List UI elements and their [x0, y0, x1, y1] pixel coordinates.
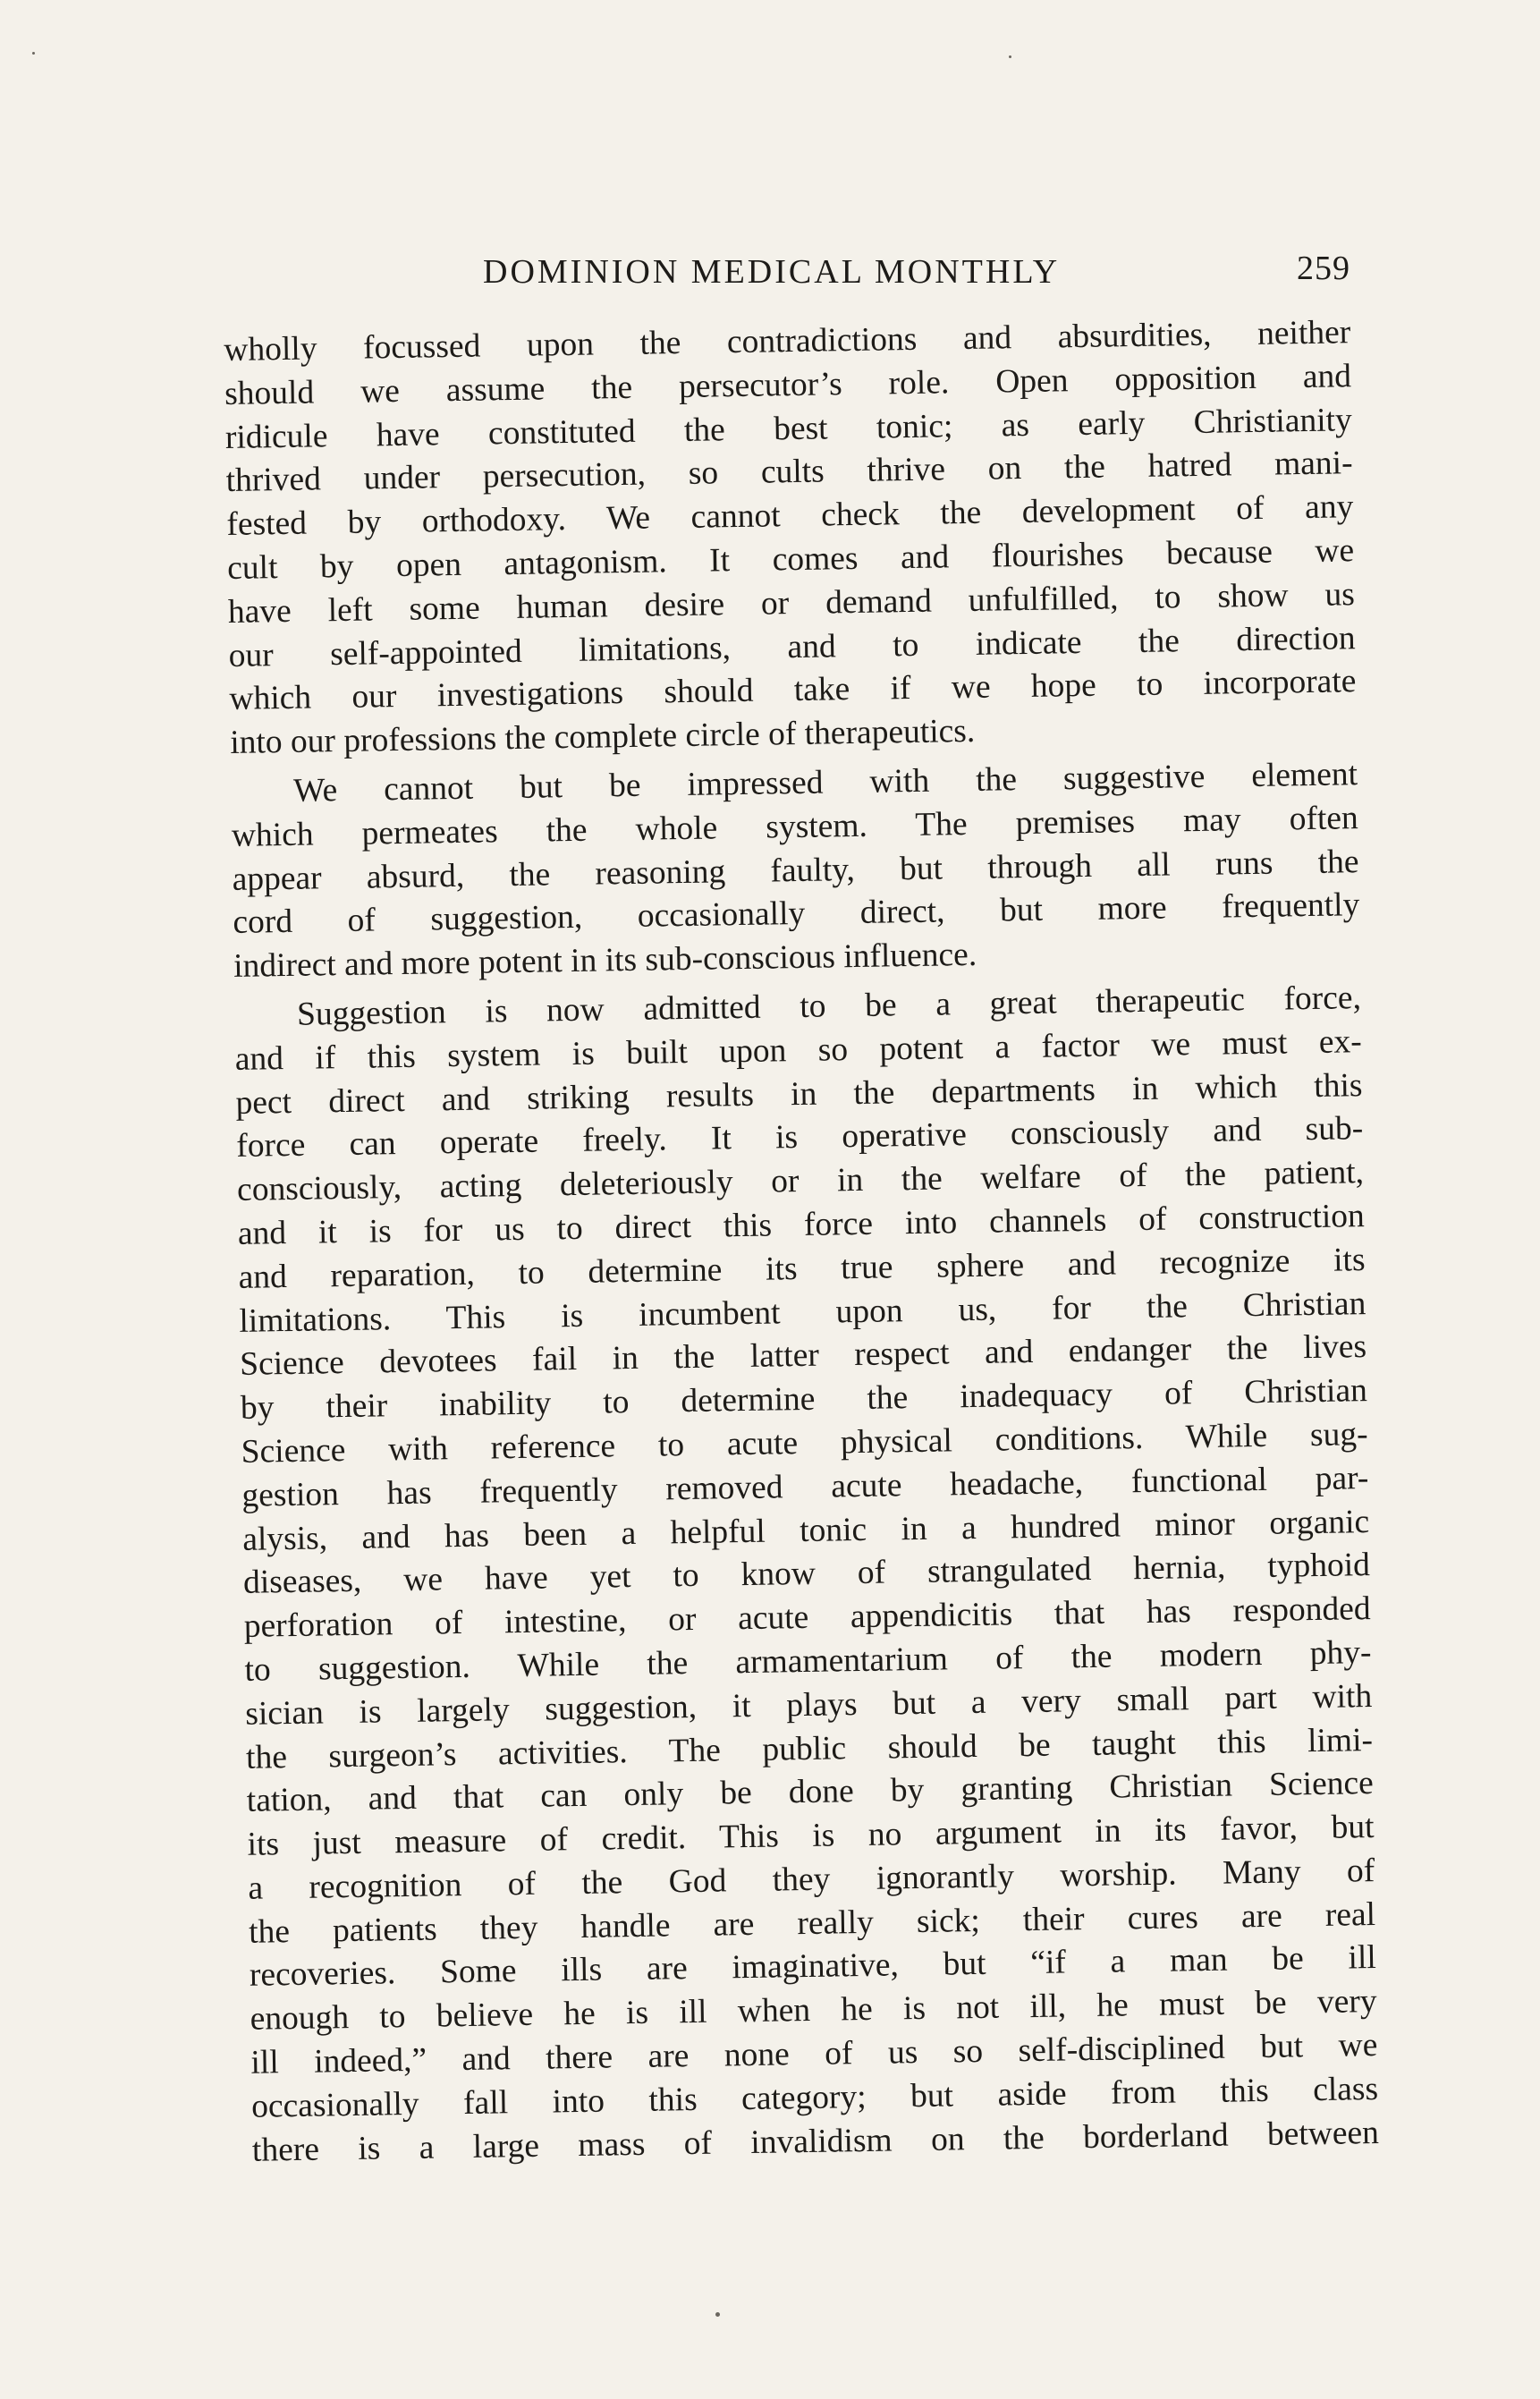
text-line: limitations. This is incumbent upon us, for the Christian [239, 1284, 1367, 1340]
body-text [224, 311, 1379, 2173]
paragraph-3 [234, 977, 1380, 2173]
print-speck [32, 52, 35, 55]
text-line: appear absurd, the reasoning faulty, but through all runs the [232, 843, 1359, 898]
text-line: occasionally fall into this category; but aside from this class [250, 2070, 1379, 2125]
text-line: thrived under persecution, so cults thrive on the hatred mani- [225, 445, 1353, 500]
text-line: indirect and more potent in its sub-conscious influence. [233, 937, 977, 986]
page-number: 259 [1297, 250, 1350, 287]
text-line: fested by orthodoxy. We cannot check the development of any [226, 488, 1354, 544]
text-line: force can operate freely. It is operative consciously and sub- [236, 1110, 1364, 1166]
text-line: diseases, we have yet to know of strangulated hernia, typhoid [242, 1547, 1371, 1602]
text-line: have left some human desire or demand unfulfilled, to show us [227, 575, 1356, 631]
text-line: to suggestion. While the armamentarium of the modern phy- [244, 1633, 1372, 1689]
text-line: sician is largely suggestion, it plays but a very small part with [244, 1677, 1373, 1733]
text-line: its just measure of credit. This is no argument in its favor, but [247, 1809, 1375, 1863]
text-line: alysis, and has been a helpful tonic in a hundred minor organic [241, 1503, 1370, 1558]
paragraph-2 [231, 753, 1361, 989]
text-line: and it is for us to direct this force into channels of construction [237, 1198, 1366, 1252]
text-line: which our investigations should take if we hope to incorporate [229, 663, 1357, 718]
text-line: our self-appointed limitations, and to indicate the direction [228, 619, 1356, 674]
text-line: We cannot but be impressed with the suggestive element [292, 756, 1358, 810]
text-line: perforation of intestine, or acute appendicitis that has responded [243, 1590, 1371, 1645]
text-line: which permeates the whole system. The premises may often [231, 799, 1359, 854]
text-line: enough to believe he is ill when he is not ill, he must be very [250, 1983, 1377, 2039]
text-line: by their inability to determine the inadequacy of Christian [240, 1372, 1368, 1427]
text-line: Suggestion is now admitted to be a great therapeutic force, [296, 979, 1362, 1033]
text-line: wholly focussed upon the contradictions and absurdities, neither [224, 314, 1351, 369]
text-line: recoveries. Some ills are imaginative, but “if a man be ill [249, 1939, 1377, 1995]
print-speck [1009, 55, 1011, 58]
running-head [224, 249, 1350, 293]
text-line: Science with reference to acute physical conditions. While sug- [241, 1415, 1368, 1471]
text-line: the patients they handle are really sick; their cures are real [248, 1895, 1376, 1951]
text-line: and reparation, to determine its true sphere and recognize its [238, 1241, 1366, 1296]
print-speck [715, 2312, 720, 2317]
text-line: consciously, acting deleteriously or in the welfare of the patient, [236, 1154, 1365, 1209]
text-line: and if this system is built upon so potent a factor we must ex- [234, 1022, 1362, 1078]
text-line: ridicule have constituted the best tonic; as early Christianity [224, 401, 1353, 456]
text-line: the surgeon’s activities. The public should be taught this limi- [245, 1721, 1374, 1776]
text-line: there is a large mass of invalidism on the borderland between [251, 2114, 1380, 2169]
text-line: Science devotees fail in the latter respect and endanger the lives [239, 1328, 1367, 1384]
text-line: a recognition of the God they ignorantly worship. Many of [248, 1852, 1375, 1907]
journal-title: DOMINION MEDICAL MONTHLY [483, 253, 1061, 291]
paragraph-1 [224, 311, 1358, 766]
text-line: cord of suggestion, occasionally direct, but more frequently [233, 886, 1360, 942]
text-line: gestion has frequently removed acute headache, functional par- [241, 1459, 1369, 1514]
text-line: tation, and that can only be done by granting Christian Science [246, 1765, 1375, 1820]
text-line: pect direct and striking results in the departments in which this [235, 1066, 1363, 1122]
text-line: cult by open antagonism. It comes and flourishes because we [226, 532, 1355, 587]
text-line: ill indeed,” and there are none of us so self-disciplined but we [250, 2027, 1378, 2081]
text-line: into our professions the complete circle of therapeutics. [229, 713, 976, 762]
text-line: should we assume the persecutor’s role. Open opposition and [224, 357, 1352, 412]
